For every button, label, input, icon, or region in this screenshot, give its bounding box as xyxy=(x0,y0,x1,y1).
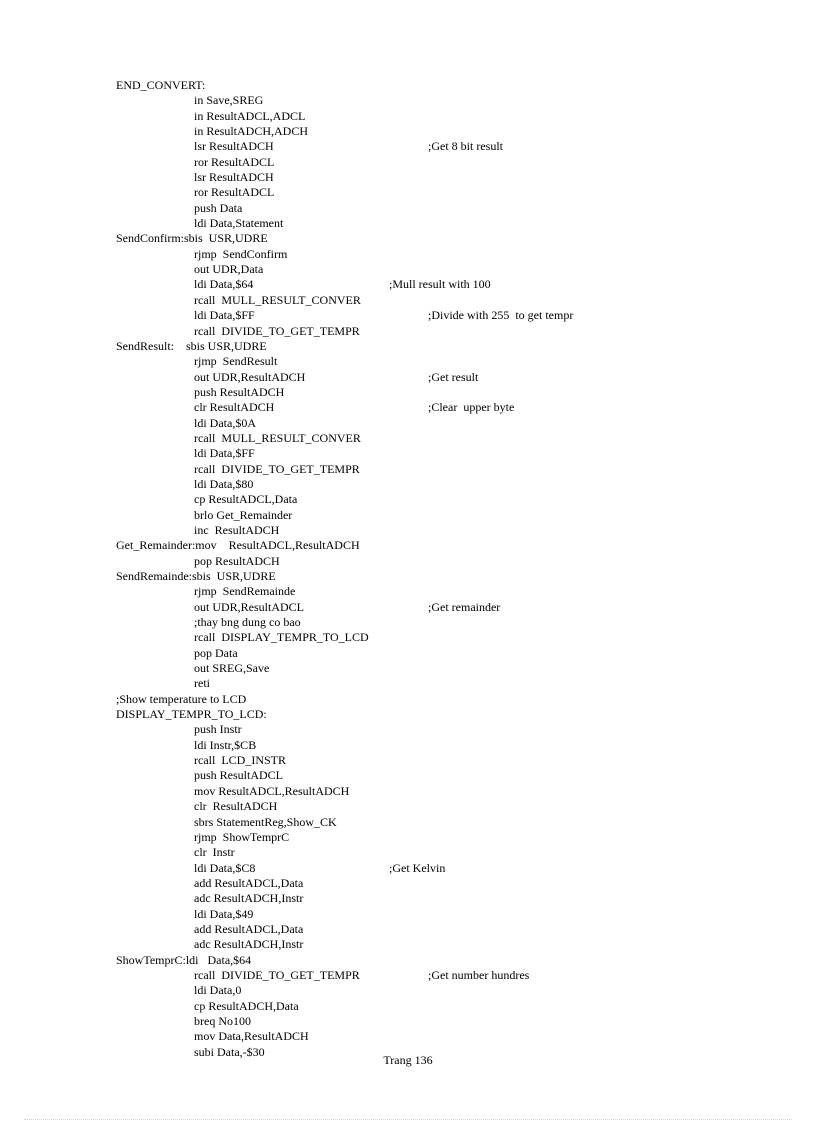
code-line xyxy=(0,707,816,722)
code-line xyxy=(0,354,816,369)
code-line xyxy=(0,155,816,170)
code-label: SendConfirm:sbis USR,UDRE xyxy=(116,231,268,246)
code-line xyxy=(0,247,816,262)
code-instruction: clr Instr xyxy=(194,845,235,860)
code-line xyxy=(0,615,816,630)
code-line xyxy=(0,876,816,891)
code-instruction: clr ResultADCH xyxy=(194,799,278,814)
code-line xyxy=(0,999,816,1014)
code-line xyxy=(0,231,816,246)
code-instruction: in ResultADCL,ADCL xyxy=(194,108,306,123)
code-line xyxy=(0,201,816,216)
code-line xyxy=(0,185,816,200)
code-instruction: push Instr xyxy=(194,722,242,737)
code-instruction: rcall DISPLAY_TEMPR_TO_LCD xyxy=(194,630,369,645)
code-comment: ;Get remainder xyxy=(428,599,501,614)
code-line xyxy=(0,477,816,492)
code-instruction: lsr ResultADCH xyxy=(194,170,274,185)
code-line xyxy=(0,661,816,676)
code-instruction: rcall LCD_INSTR xyxy=(194,753,286,768)
code-line xyxy=(0,983,816,998)
code-line xyxy=(0,124,816,139)
code-line xyxy=(0,492,816,507)
code-line xyxy=(0,139,816,154)
code-instruction: ldi Data,$C8 xyxy=(194,860,256,875)
code-instruction: rjmp ShowTemprC xyxy=(194,829,290,844)
code-line xyxy=(0,569,816,584)
code-instruction: out UDR,Data xyxy=(194,262,264,277)
code-instruction: cp ResultADCH,Data xyxy=(194,998,299,1013)
code-instruction: rjmp SendRemainde xyxy=(194,584,296,599)
code-line xyxy=(0,722,816,737)
code-instruction: sbrs StatementReg,Show_CK xyxy=(194,814,337,829)
code-comment: ;Get 8 bit result xyxy=(428,139,503,154)
code-line xyxy=(0,676,816,691)
code-instruction: out SREG,Save xyxy=(194,661,270,676)
page-number: Trang 136 xyxy=(383,1053,433,1067)
code-instruction: push Data xyxy=(194,200,243,215)
code-instruction: ldi Data,0 xyxy=(194,983,242,998)
code-instruction: add ResultADCL,Data xyxy=(194,921,304,936)
code-instruction: mov ResultADCL,ResultADCH xyxy=(194,783,350,798)
code-line xyxy=(0,799,816,814)
code-line xyxy=(0,216,816,231)
code-line xyxy=(0,523,816,538)
code-line xyxy=(0,692,816,707)
code-instruction: ldi Data,$80 xyxy=(194,476,254,491)
code-line xyxy=(0,968,816,983)
code-label: END_CONVERT: xyxy=(116,78,206,92)
code-instruction: rcall DIVIDE_TO_GET_TEMPR xyxy=(194,461,360,476)
code-instruction: ldi Data,$64 xyxy=(194,277,254,292)
code-instruction: pop Data xyxy=(194,645,238,660)
code-instruction: ror ResultADCL xyxy=(194,154,275,169)
code-line xyxy=(0,508,816,523)
code-instruction: ror ResultADCL xyxy=(194,185,275,200)
code-line xyxy=(0,78,816,93)
code-line xyxy=(0,738,816,753)
code-line xyxy=(0,630,816,645)
page-bottom-rule xyxy=(24,1119,792,1120)
code-instruction: push ResultADCH xyxy=(194,384,285,399)
code-instruction: ldi Data,$FF xyxy=(194,308,255,323)
code-instruction: ldi Data,$49 xyxy=(194,906,254,921)
code-instruction: in Save,SREG xyxy=(194,93,264,108)
code-line xyxy=(0,538,816,553)
code-label: SendRemainde:sbis USR,UDRE xyxy=(116,569,276,583)
code-line xyxy=(0,646,816,661)
code-line xyxy=(0,293,816,308)
code-instruction: ldi Instr,$CB xyxy=(194,737,257,752)
code-comment: ;Clear upper byte xyxy=(428,400,515,415)
code-instruction: in ResultADCH,ADCH xyxy=(194,124,309,139)
code-line xyxy=(0,600,816,615)
code-instruction: rcall MULL_RESULT_CONVER xyxy=(194,430,361,445)
code-line xyxy=(0,907,816,922)
code-line xyxy=(0,784,816,799)
code-line xyxy=(0,768,816,783)
code-instruction: mov Data,ResultADCH xyxy=(194,1029,309,1044)
code-line xyxy=(0,922,816,937)
code-label: ;Show temperature to LCD xyxy=(116,691,247,706)
code-instruction: push ResultADCL xyxy=(194,768,284,783)
code-line xyxy=(0,416,816,431)
code-comment: ;Divide with 255 to get tempr xyxy=(428,308,574,323)
code-instruction: ;thay bng dung co bao xyxy=(194,615,301,630)
code-instruction: clr ResultADCH xyxy=(194,400,275,415)
code-line xyxy=(0,370,816,385)
code-instruction: out UDR,ResultADCH xyxy=(194,369,306,384)
code-line xyxy=(0,324,816,339)
code-instruction: out UDR,ResultADCL xyxy=(194,599,305,614)
code-instruction: rcall MULL_RESULT_CONVER xyxy=(194,292,361,307)
code-line xyxy=(0,446,816,461)
code-line xyxy=(0,861,816,876)
code-instruction: rcall DIVIDE_TO_GET_TEMPR xyxy=(194,967,360,982)
code-instruction: add ResultADCL,Data xyxy=(194,875,304,890)
code-line xyxy=(0,400,816,415)
code-comment: ;Get number hundres xyxy=(428,967,530,982)
code-instruction: ldi Data,Statement xyxy=(194,216,284,231)
code-line xyxy=(0,753,816,768)
code-instruction: brlo Get_Remainder xyxy=(194,507,293,522)
code-instruction: subi Data,-$30 xyxy=(194,1044,265,1059)
code-line xyxy=(0,891,816,906)
code-instruction: pop ResultADCH xyxy=(194,553,280,568)
code-line xyxy=(0,830,816,845)
code-instruction: adc ResultADCH,Instr xyxy=(194,937,304,952)
code-line xyxy=(0,170,816,185)
code-instruction: inc ResultADCH xyxy=(194,522,280,537)
code-comment: ;Get Kelvin xyxy=(389,860,446,875)
code-label: DISPLAY_TEMPR_TO_LCD: xyxy=(116,707,267,722)
code-listing xyxy=(0,78,816,1060)
code-line xyxy=(0,462,816,477)
code-line xyxy=(0,1014,816,1029)
code-instruction: reti xyxy=(194,676,210,691)
code-label: ShowTemprC:ldi Data,$64 xyxy=(116,952,252,967)
code-line xyxy=(0,385,816,400)
code-line xyxy=(0,262,816,277)
code-instruction: rjmp SendResult xyxy=(194,354,278,369)
code-comment: ;Get result xyxy=(428,369,479,384)
code-instruction: cp ResultADCL,Data xyxy=(194,492,298,507)
code-line xyxy=(0,937,816,952)
code-line xyxy=(0,93,816,108)
code-line xyxy=(0,431,816,446)
code-line xyxy=(0,308,816,323)
code-line xyxy=(0,554,816,569)
code-line xyxy=(0,1029,816,1044)
code-line xyxy=(0,339,816,354)
code-label: Get_Remainder:mov ResultADCL,ResultADCH xyxy=(116,538,360,553)
code-line xyxy=(0,277,816,292)
code-label: SendResult: sbis USR,UDRE xyxy=(116,338,267,353)
code-line xyxy=(0,584,816,599)
code-line xyxy=(0,815,816,830)
code-instruction: rjmp SendConfirm xyxy=(194,246,288,261)
code-comment: ;Mull result with 100 xyxy=(389,277,491,292)
code-instruction: adc ResultADCH,Instr xyxy=(194,891,304,906)
code-line xyxy=(0,845,816,860)
code-instruction: breq No100 xyxy=(194,1013,251,1028)
code-instruction: rcall DIVIDE_TO_GET_TEMPR xyxy=(194,323,360,338)
code-instruction: ldi Data,$0A xyxy=(194,415,256,430)
code-line xyxy=(0,953,816,968)
code-instruction: lsr ResultADCH xyxy=(194,139,274,154)
code-line xyxy=(0,109,816,124)
code-instruction: ldi Data,$FF xyxy=(194,446,255,461)
